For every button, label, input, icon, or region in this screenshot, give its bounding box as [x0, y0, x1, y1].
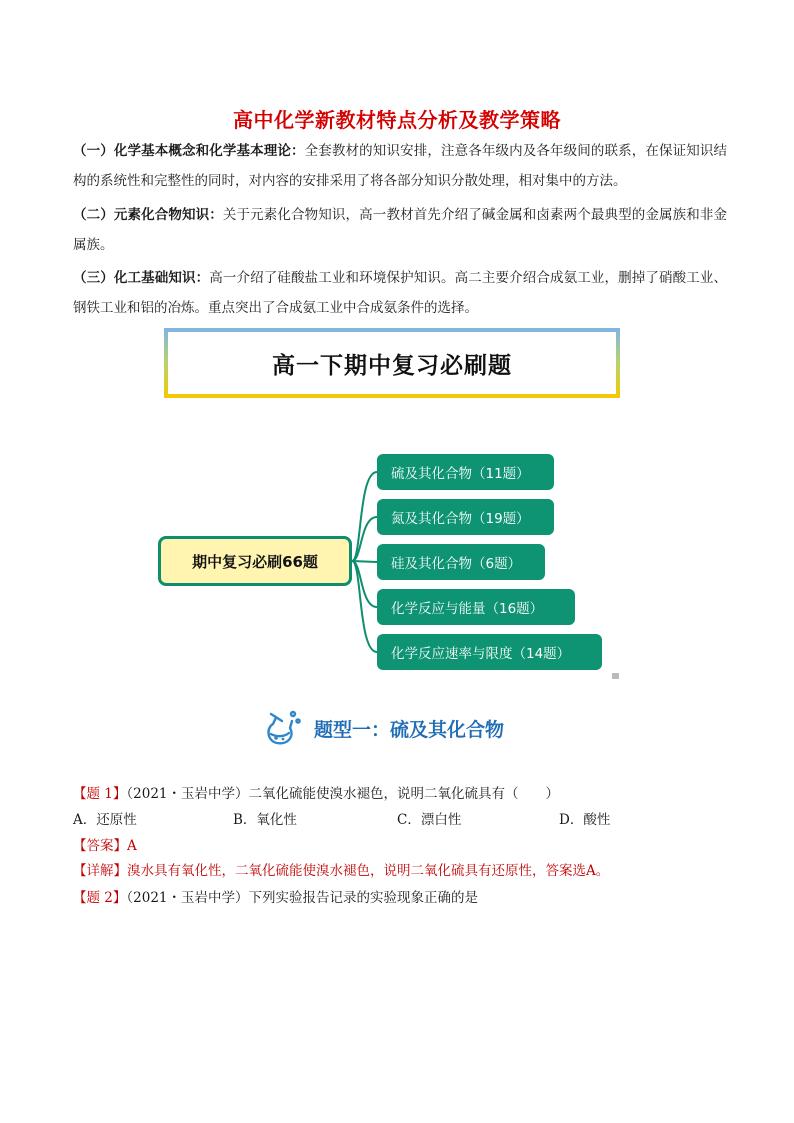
connector-line [352, 561, 377, 562]
section-title: 题型一：硫及其化合物 [314, 718, 505, 741]
answer-value: A [127, 838, 137, 854]
detail-tag: 【详解】 [73, 863, 127, 879]
option-d: D．酸性 [559, 812, 611, 828]
paragraph-text: 全套教材的知识安排，注意各年级内及各年级间的联系，在保证知识结构的系统性和完整性的同时，对内容的安排采用了将各部分知识分散处理，相对集中的方法。 [73, 143, 728, 189]
mindmap-branch-rate: 化学反应速率与限度（14题） [377, 634, 602, 670]
banner-title: 高一下期中复习必刷题 [272, 352, 512, 379]
page-title: 高中化学新教材特点分析及教学策略 [233, 108, 561, 132]
answer-tag: 【答案】 [73, 838, 127, 854]
option-b: B．氧化性 [233, 812, 297, 828]
question-tag: 【题 2】 [73, 890, 127, 906]
question-text: 下列实验报告记录的实验现象正确的是 [248, 890, 478, 906]
section-heading [262, 708, 504, 748]
paragraph-label: （二）元素化合物知识： [73, 207, 223, 223]
answer-line [73, 836, 137, 856]
mindmap-branch-silicon: 硅及其化合物（6题） [377, 544, 545, 580]
option-c: C．漂白性 [397, 812, 462, 828]
detail-line [73, 861, 609, 881]
mindmap-root: 期中复习必刷66题 [158, 536, 352, 586]
paragraph-label: （三）化工基础知识： [73, 270, 210, 286]
mindmap-branch-sulfur: 硫及其化合物（11题） [377, 454, 554, 490]
small-marker [612, 673, 619, 679]
option-a: A．还原性 [73, 812, 137, 828]
question-source: （2021・玉岩中学） [126, 890, 249, 906]
paragraph-label: （一）化学基本概念和化学基本理论： [73, 143, 305, 159]
mindmap-branch-energy: 化学反应与能量（16题） [377, 589, 575, 625]
question-tag: 【题 1】 [73, 786, 127, 802]
connector-line [352, 472, 377, 561]
mindmap-branch-nitrogen: 氮及其化合物（19题） [377, 499, 554, 535]
question-text: 二氧化硫能使溴水褪色，说明二氧化硫具有（ ） [248, 786, 559, 802]
paragraph-text: 高一介绍了硅酸盐工业和环境保护知识。高二主要介绍合成氨工业，删掉了硝酸工业、钢铁工业和铝的冶炼。重点突出了合成氨工业中合成氨条件的选择。 [73, 270, 728, 316]
paragraph-text: 关于元素化合物知识，高一教材首先介绍了碱金属和卤素两个最典型的金属族和非金属族。 [73, 207, 728, 253]
question-1 [73, 784, 559, 804]
flask-icon [262, 708, 304, 748]
question-2 [73, 888, 478, 908]
detail-text: 溴水具有氧化性，二氧化硫能使溴水褪色，说明二氧化硫具有还原性，答案选A。 [127, 863, 610, 879]
question-source: （2021・玉岩中学） [126, 786, 249, 802]
